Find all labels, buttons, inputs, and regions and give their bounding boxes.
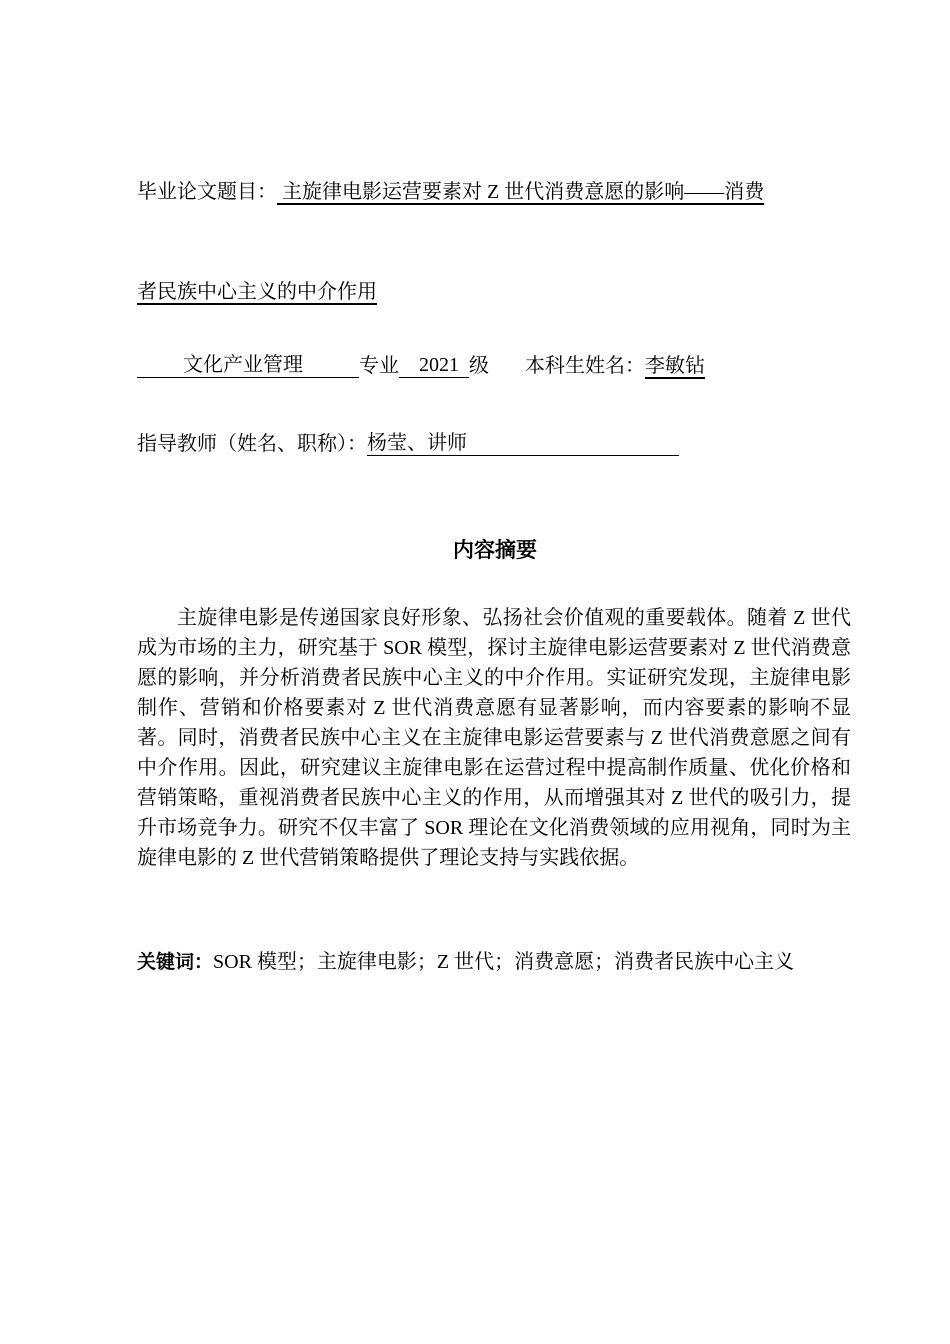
major-value: 文化产业管理	[183, 354, 303, 376]
thesis-title-line	[137, 180, 764, 204]
abstract-heading: 内容摘要	[453, 538, 537, 562]
major-underline-pre	[137, 355, 183, 378]
advisor-line	[137, 431, 679, 456]
thesis-title-continued	[137, 280, 377, 304]
major-year-student-line	[137, 353, 705, 378]
year-label: 级	[469, 355, 489, 377]
keywords-label: 关键词：	[137, 951, 214, 973]
student-name: 李敏钻	[645, 355, 705, 377]
thesis-title-part2: 者民族中心主义的中介作用	[137, 281, 377, 303]
keywords-line	[137, 947, 851, 977]
thesis-title-label: 毕业论文题目：	[137, 181, 277, 203]
abstract-body: 主旋律电影是传递国家良好形象、弘扬社会价值观的重要载体。随着 Z 世代成为市场的主力，研究基于 SOR 模型，探讨主旋律电影运营要素对 Z 世代消费意愿的影响，并分析消费者民族中心主义的中介作用。实证研究发现，主旋律电影制作、营销和价格要素对 Z 世代消费意愿有显著影响，而内容要素的影响不显著。同时，消费者民族中心主义在主旋律电影运营要素与 Z 世代消费意愿之间有中介作用。因此，研究建议主旋律电影在运营过程中提高制作质量、优化价格和营销策略，重视消费者民族中心主义的作用，从而增强其对 Z 世代的吸引力，提升市场竞争力。研究不仅丰富了 SOR 理论在文化消费领域的应用视角，同时为主旋律电影的 Z 世代营销策略提供了理论支持与实践依据。	[137, 607, 851, 869]
advisor-underline	[467, 433, 679, 456]
advisor-label: 指导教师（姓名、职称）：	[137, 433, 367, 455]
student-label: 本科生姓名：	[525, 355, 645, 377]
thesis-title-part1: 主旋律电影运营要素对 Z 世代消费意愿的影响——消费	[282, 181, 765, 203]
major-underline-post	[303, 355, 359, 378]
major-label: 专业	[359, 355, 399, 377]
year-value: 2021	[399, 353, 469, 378]
keywords-value: SOR 模型；主旋律电影；Z 世代；消费意愿；消费者民族中心主义	[213, 951, 795, 973]
advisor-value: 杨莹、讲师	[367, 432, 467, 454]
